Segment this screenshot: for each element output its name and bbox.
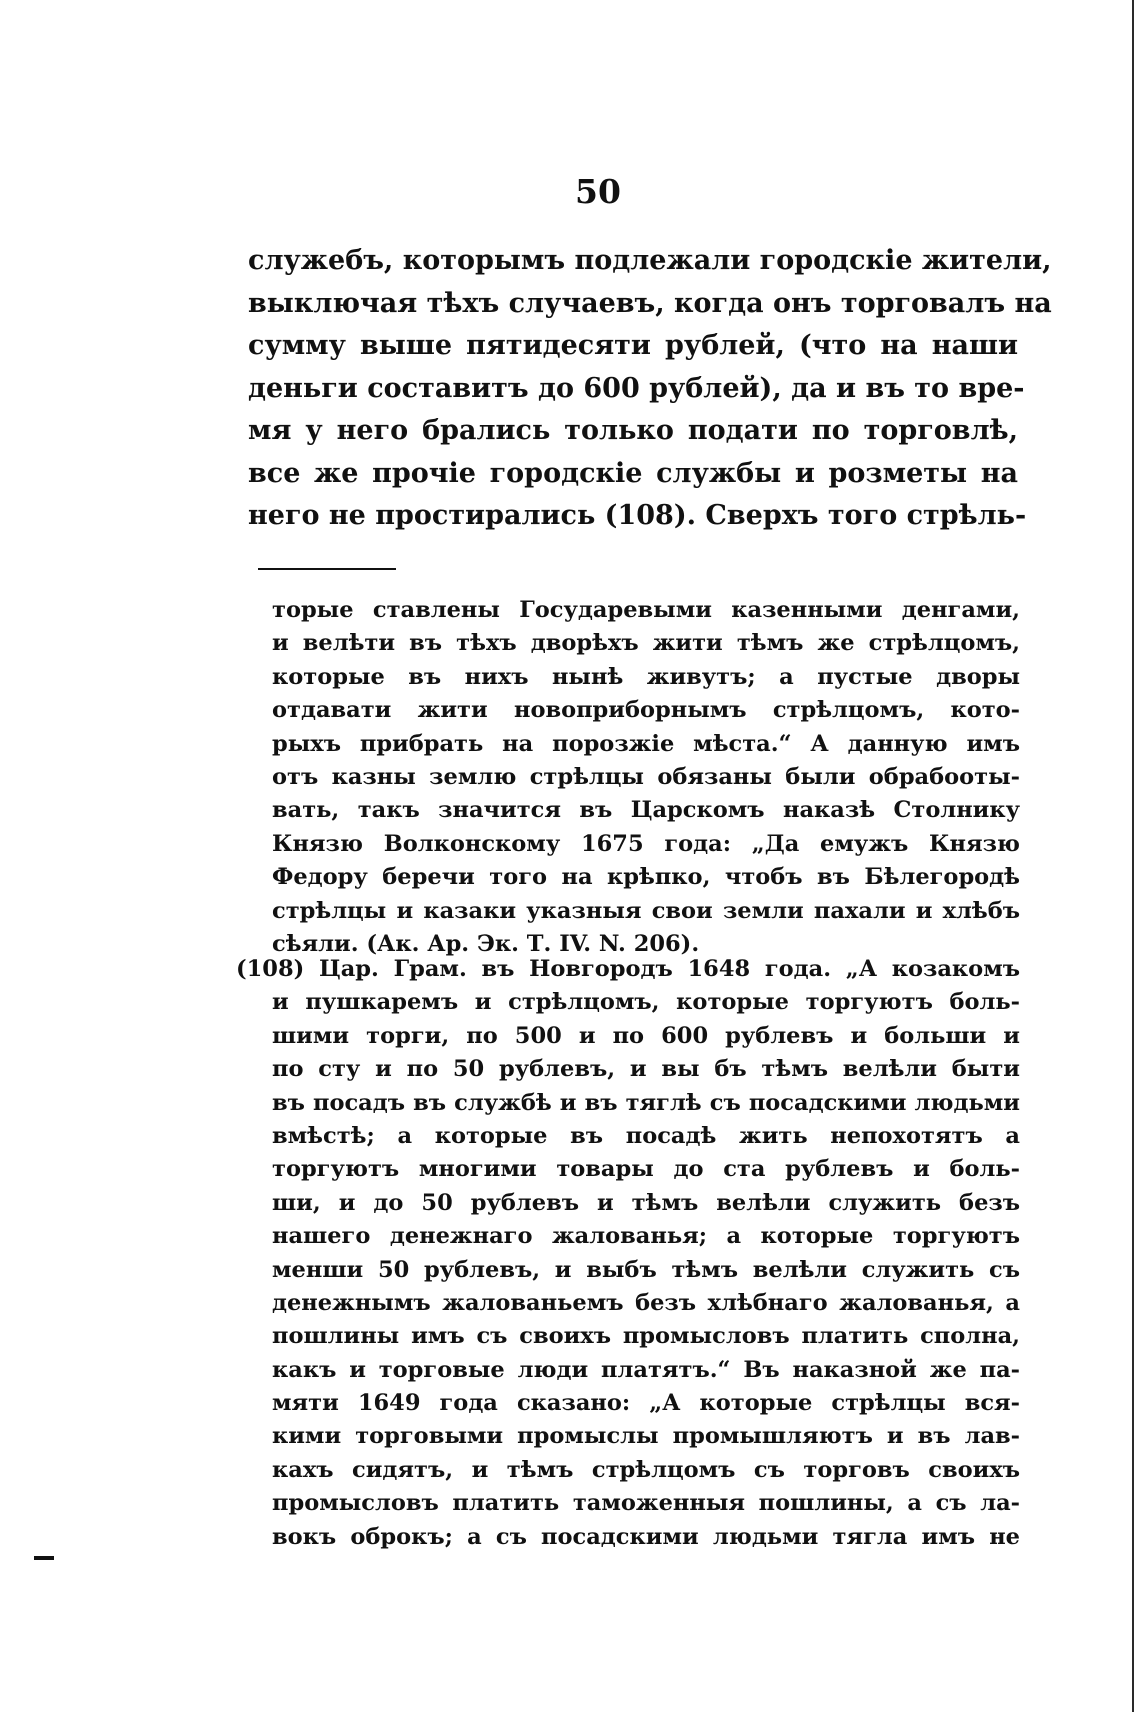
footnote-continuation [272,594,1020,961]
footnote-line: шими торги, по 500 и по 600 рублевъ и больши и [272,1022,1020,1049]
main-text-line: все же прочіе городскіе службы и розметы на [248,457,1018,489]
footnote-line: мяти 1649 года сказано: „А которые стрѣлцы вся- [272,1390,1020,1417]
main-text-line: деньги составитъ до 600 рублей), да и въ то вре- [248,372,1025,404]
footnote-line: торые ставлены Государевыми казенными денгами, [272,597,1020,623]
footnote-line: торгуютъ многими товары до ста рублевъ и боль- [272,1156,1020,1183]
footnote-line: кими торговыми промыслы промышляютъ и въ лав- [272,1423,1020,1450]
footnote-line: и велѣти въ тѣхъ дворѣхъ жити тѣмъ же стрѣлцомъ, [272,630,1020,657]
footnote-line: денежнымъ жалованьемъ безъ хлѣбнаго жалованья, а [272,1289,1020,1316]
page-edge-line [1132,0,1134,1712]
main-text-line: выключая тѣхъ случаевъ, когда онъ торговалъ на [248,287,1052,319]
footnote-line: менши 50 рублевъ, и выбъ тѣмъ велѣли служить съ [272,1256,1020,1283]
main-text-line: мя у него брались только подати по торговлѣ, [248,415,1018,446]
footnote-line: сѣяли. (Ак. Ар. Эк. Т. IV. N. 206). [272,930,700,957]
main-text [248,240,1052,538]
footnote-line: вмѣстѣ; а которые въ посадѣ жить непохотятъ а [272,1122,1020,1149]
footnote-line: вать, такъ значится въ Царскомъ наказѣ Столнику [272,797,1020,824]
footnote-line: (108) Цар. Грам. въ Новгородъ 1648 года. „А козакомъ [236,956,1020,982]
footnote-line: кахъ сидятъ, и тѣмъ стрѣлцомъ съ торговъ своихъ [272,1456,1020,1483]
footnote-line: ши, и до 50 рублевъ и тѣмъ велѣли служить безъ [272,1189,1020,1216]
page-number: 50 [575,172,621,211]
footnote-line: въ посадъ въ службѣ и въ тяглѣ съ посадскими людьми [272,1089,1020,1116]
main-text-line: него не простирались (108). Сверхъ того стрѣль- [248,500,1027,531]
footnote-line: пошлины имъ съ своихъ промысловъ платить сполна, [272,1323,1020,1350]
footnote-line: отдавати жити новоприборнымъ стрѣлцомъ, кото- [272,697,1020,724]
footnote-line: отъ казны землю стрѣлцы обязаны были обрабооты- [272,763,1020,790]
footnote-line: какъ и торговые люди платятъ.“ Въ наказной же па- [272,1356,1020,1383]
footnote-line: рыхъ прибрать на порозжіе мѣста.“ А данную имъ [272,730,1020,757]
footnote-line: нашего денежнаго жалованья; а которые торгуютъ [272,1223,1020,1250]
margin-mark [34,1556,54,1560]
main-text-line: служебъ, которымъ подлежали городскіе жители, [248,245,1052,276]
footnote-line: промысловъ платить таможенныя пошлины, а съ ла- [272,1490,1020,1517]
footnote-line: и пушкаремъ и стрѣлцомъ, которые торгуютъ боль- [272,989,1020,1016]
footnote-line: Князю Волконскому 1675 года: „Да емужъ Князю [272,830,1020,857]
footnote-line: по сту и по 50 рублевъ, и вы бъ тѣмъ велѣли быти [272,1056,1020,1083]
footnote-line: стрѣлцы и казаки указныя свои земли пахали и хлѣбъ [272,897,1020,924]
main-text-line: сумму выше пятидесяти рублей, (что на наши [248,330,1018,361]
footnote-108 [236,953,1020,1554]
footnote-line: которые въ нихъ нынѣ живутъ; а пустые дворы [272,663,1020,690]
footnote-line: Федору беречи того на крѣпко, чтобъ въ Бѣлегородѣ [272,864,1020,891]
footnote-line: вокъ оброкъ; а съ посадскими людьми тягла имъ не [272,1523,1020,1550]
footnote-divider [258,568,396,570]
